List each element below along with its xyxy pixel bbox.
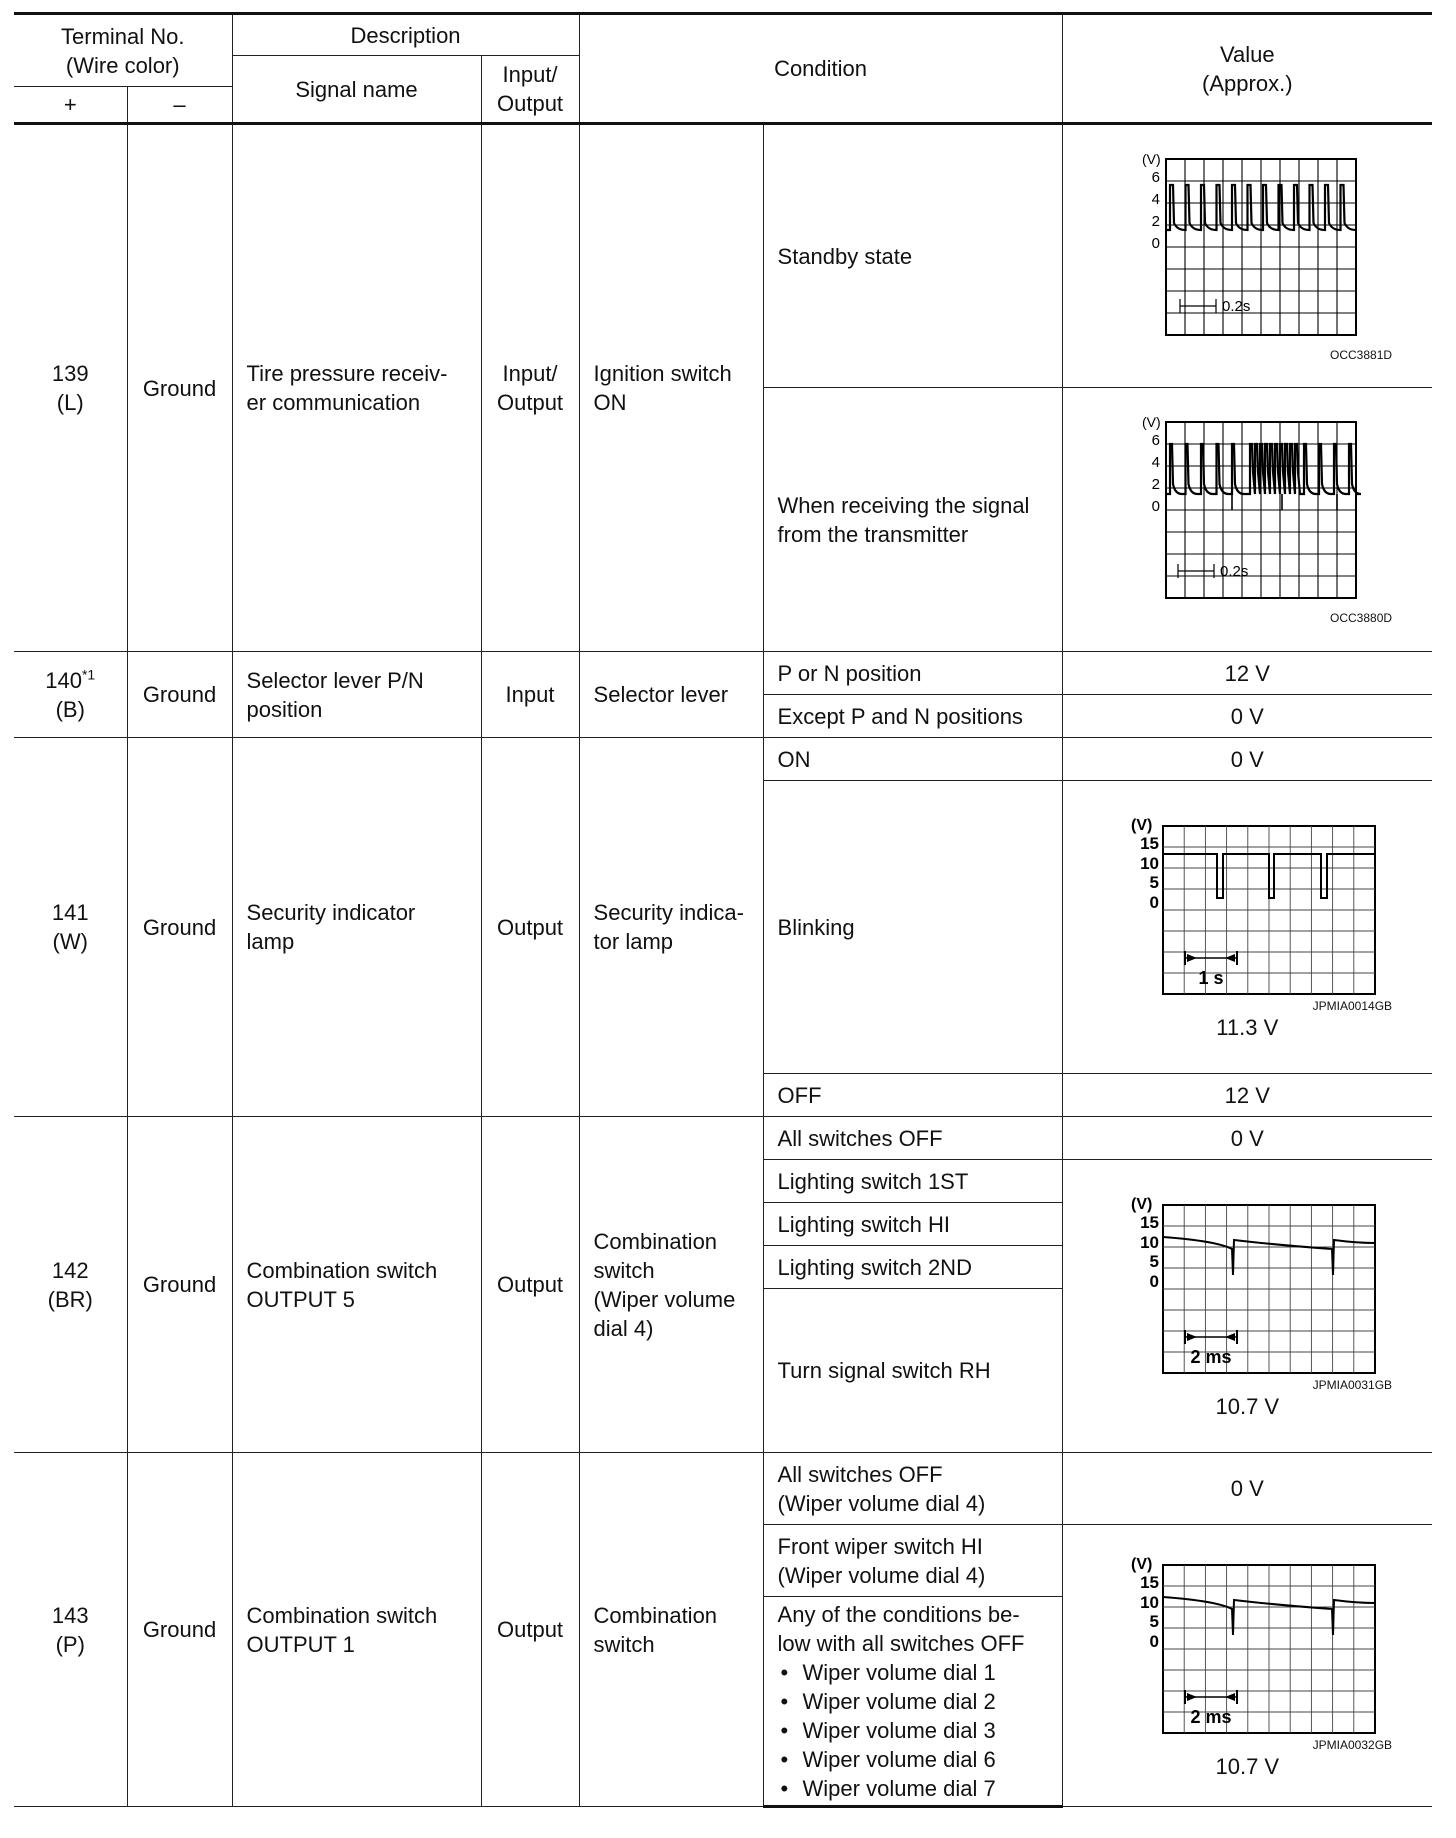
waveform-cell xyxy=(1062,781,1432,1074)
signal-name-cell: Selector lever P/N position xyxy=(232,652,481,738)
condition-main-cell: Ignition switch ON xyxy=(579,124,763,652)
waveform-receiving xyxy=(1122,414,1372,609)
condition-main-cell: Combination switch xyxy=(579,1453,763,1807)
header-value: Value (Approx.) xyxy=(1062,14,1432,124)
condition-cell: Lighting switch 1ST xyxy=(763,1160,1062,1203)
scope-trace xyxy=(1163,854,1375,898)
wire-color: (B) xyxy=(55,696,85,722)
value-text: 10.7 V xyxy=(1215,1753,1280,1779)
y-label: 5 xyxy=(1149,873,1160,892)
terminal-cell xyxy=(14,652,127,738)
condition-cell: P or N position xyxy=(763,652,1062,695)
time-division-label: 1 s xyxy=(1198,968,1224,988)
y-unit: (V) xyxy=(1131,817,1153,834)
value-cell: 12 V xyxy=(1062,1074,1432,1117)
condition-main-cell: Combination switch (Wiper volume dial 4) xyxy=(579,1117,763,1453)
y-label: 15 xyxy=(1140,1213,1160,1232)
terminal-spec-table xyxy=(14,12,1432,1808)
y-label: 6 xyxy=(1151,432,1161,449)
value-cell: 0 V xyxy=(1062,1117,1432,1160)
scope-trace xyxy=(1166,444,1361,494)
ground-cell: Ground xyxy=(127,738,232,1117)
y-label: 2 xyxy=(1151,212,1161,230)
condition-cell: Lighting switch 2ND xyxy=(763,1246,1062,1289)
header-terminal-no: Terminal No. (Wire color) xyxy=(14,14,232,87)
condition-cell: When receiving the signal from the transmitter xyxy=(763,388,1062,652)
table-row xyxy=(14,1117,1432,1160)
scope-time-marker xyxy=(1185,951,1237,988)
condition-cell: All switches OFF xyxy=(763,1117,1062,1160)
input-output-cell: Input/ Output xyxy=(481,124,579,652)
condition-cell: Lighting switch HI xyxy=(763,1203,1062,1246)
table-row xyxy=(14,652,1432,695)
terminal-cell: 139 (L) xyxy=(14,124,127,652)
scope-ylabels xyxy=(1131,817,1159,912)
time-division-label: 2 ms xyxy=(1190,1706,1232,1727)
ground-cell: Ground xyxy=(127,1117,232,1453)
table-row xyxy=(14,738,1432,781)
condition-cell: Standby state xyxy=(763,124,1062,388)
table-row xyxy=(14,1453,1432,1525)
condition-main-cell: Selector lever xyxy=(579,652,763,738)
y-label: 5 xyxy=(1149,1611,1160,1631)
input-output-cell: Output xyxy=(481,738,579,1117)
value-text: 10.7 V xyxy=(1215,1394,1280,1419)
y-unit: (V) xyxy=(1142,150,1161,167)
condition-cell: Front wiper switch HI (Wiper volume dial 4) xyxy=(763,1525,1062,1597)
time-division-label: 2 ms xyxy=(1190,1347,1232,1367)
condition-text: Any of the conditions be- low with all switches OFF xyxy=(777,1601,1025,1656)
table-header xyxy=(14,14,1432,124)
ground-cell: Ground xyxy=(127,652,232,738)
footnote-mark: *1 xyxy=(81,666,96,683)
figure-code: OCC3880D xyxy=(1330,611,1393,625)
figure-code: JPMIA0031GB xyxy=(1312,1378,1393,1392)
terminal-cell: 142 (BR) xyxy=(14,1117,127,1453)
waveform-cell xyxy=(1062,1525,1432,1807)
header-plus: + xyxy=(14,87,127,124)
header-input-output: Input/ Output xyxy=(481,56,579,124)
signal-name-cell: Combination switch OUTPUT 1 xyxy=(232,1453,481,1807)
y-label: 0 xyxy=(1151,234,1161,252)
value-cell: 12 V xyxy=(1062,652,1432,695)
condition-cell: Except P and N positions xyxy=(763,695,1062,738)
y-label: 10 xyxy=(1140,1233,1160,1252)
terminal-cell: 141 (W) xyxy=(14,738,127,1117)
condition-cell: All switches OFF (Wiper volume dial 4) xyxy=(763,1453,1062,1525)
terminal-number: 140 xyxy=(45,667,82,693)
input-output-cell: Input xyxy=(481,652,579,738)
y-unit: (V) xyxy=(1131,1196,1153,1213)
y-label: 4 xyxy=(1151,454,1161,471)
list-item: • Wiper volume dial 2 xyxy=(778,1687,1048,1716)
figure-code: JPMIA0014GB xyxy=(1312,999,1393,1013)
time-division-label: 0.2s xyxy=(1220,563,1249,580)
table-row xyxy=(14,124,1432,388)
condition-main-cell: Security indica- tor lamp xyxy=(579,738,763,1117)
header-signal-name: Signal name xyxy=(232,56,481,124)
y-label: 0 xyxy=(1149,1631,1160,1651)
value-cell: 0 V xyxy=(1062,695,1432,738)
input-output-cell: Output xyxy=(481,1453,579,1807)
y-unit: (V) xyxy=(1131,1555,1153,1573)
scope-time-marker xyxy=(1185,1690,1237,1727)
condition-bullet-list xyxy=(778,1658,1048,1803)
terminal-cell: 143 (P) xyxy=(14,1453,127,1807)
y-unit: (V) xyxy=(1142,414,1161,430)
value-text: 11.3 V xyxy=(1216,1015,1279,1040)
list-item: • Wiper volume dial 6 xyxy=(778,1745,1048,1774)
scope-ylabels xyxy=(1131,1556,1159,1651)
y-label: 15 xyxy=(1140,1572,1160,1592)
ground-cell: Ground xyxy=(127,124,232,652)
waveform-cell xyxy=(1062,388,1432,652)
scope-ylabels xyxy=(1142,414,1161,515)
waveform-blinking xyxy=(1117,812,1377,997)
waveform-output1 xyxy=(1117,1551,1377,1736)
signal-name-cell: Tire pressure receiv- er communication xyxy=(232,124,481,652)
header-minus: – xyxy=(127,87,232,124)
waveform-standby xyxy=(1122,151,1372,346)
y-label: 10 xyxy=(1140,854,1160,873)
ground-cell: Ground xyxy=(127,1453,232,1807)
list-item: • Wiper volume dial 3 xyxy=(778,1716,1048,1745)
header-description: Description xyxy=(232,14,579,56)
figure-code: JPMIA0032GB xyxy=(1312,1737,1393,1752)
waveform-cell xyxy=(1062,124,1432,388)
value-cell: 0 V xyxy=(1062,738,1432,781)
header-condition: Condition xyxy=(579,14,1062,124)
time-division-label: 0.2s xyxy=(1222,297,1251,315)
condition-cell: Blinking xyxy=(763,781,1062,1074)
list-item: • Wiper volume dial 1 xyxy=(778,1658,1048,1687)
scope-time-marker xyxy=(1178,563,1248,580)
y-label: 2 xyxy=(1151,476,1161,493)
waveform-output5 xyxy=(1117,1191,1377,1376)
y-label: 6 xyxy=(1151,168,1161,186)
waveform-cell xyxy=(1062,1160,1432,1453)
condition-cell: Turn signal switch RH xyxy=(763,1289,1062,1453)
condition-cell: ON xyxy=(763,738,1062,781)
y-label: 4 xyxy=(1151,190,1161,208)
scope-ylabels xyxy=(1131,1196,1159,1291)
scope-grid xyxy=(1163,826,1375,994)
value-cell: 0 V xyxy=(1062,1453,1432,1525)
y-label: 5 xyxy=(1149,1252,1160,1271)
y-label: 0 xyxy=(1151,498,1161,515)
condition-cell xyxy=(763,1597,1062,1807)
y-label: 10 xyxy=(1140,1592,1160,1612)
scope-ylabels xyxy=(1142,151,1161,252)
y-label: 0 xyxy=(1149,893,1160,912)
signal-name-cell: Combination switch OUTPUT 5 xyxy=(232,1117,481,1453)
scope-time-marker xyxy=(1185,1330,1237,1367)
figure-code: OCC3881D xyxy=(1330,347,1393,362)
input-output-cell: Output xyxy=(481,1117,579,1453)
list-item: • Wiper volume dial 7 xyxy=(778,1774,1048,1803)
y-label: 0 xyxy=(1149,1272,1160,1291)
y-label: 15 xyxy=(1140,834,1160,853)
condition-cell: OFF xyxy=(763,1074,1062,1117)
signal-name-cell: Security indicator lamp xyxy=(232,738,481,1117)
